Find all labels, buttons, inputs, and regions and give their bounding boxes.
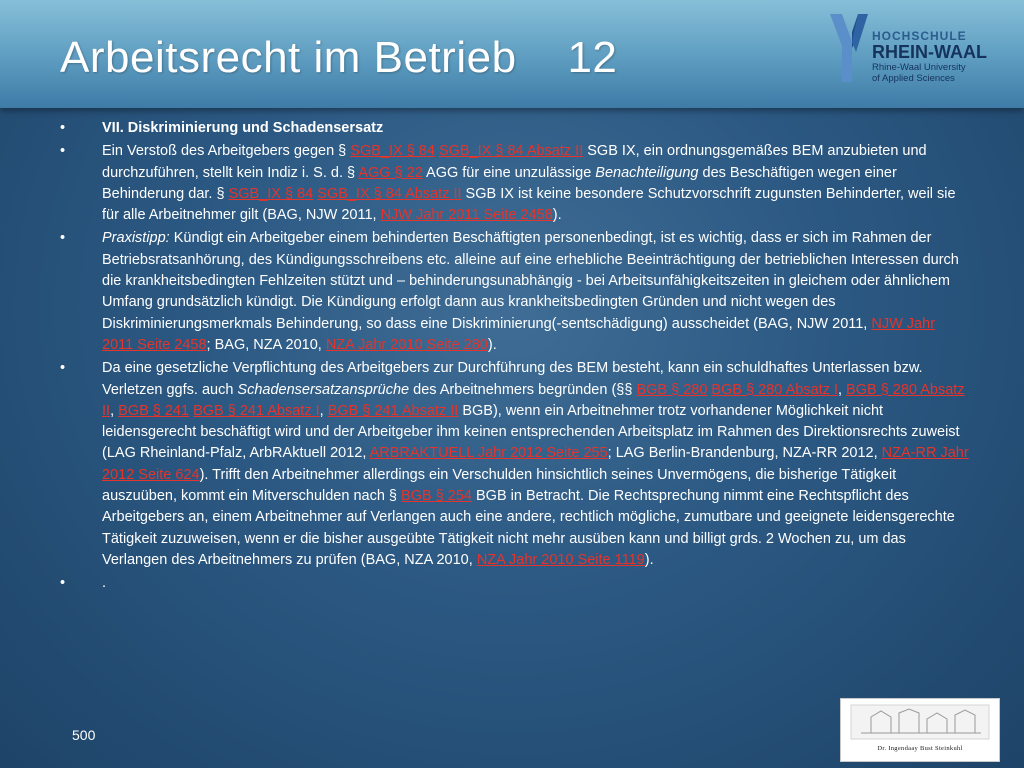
emphasis-text: Benachteiligung — [595, 164, 699, 181]
statute-link[interactable]: SGB_IX § 84 — [228, 185, 314, 202]
logo-line-4: of Applied Sciences — [872, 73, 955, 84]
firm-emblem-icon — [841, 699, 999, 745]
citation-link[interactable]: ARBRAKTUELL Jahr 2012 Seite 255 — [369, 445, 608, 462]
statute-link[interactable]: BGB § 280 Absatz I — [711, 381, 838, 398]
emphasis-text: Schadensersatzansprüche — [237, 381, 410, 398]
paragraph-text: des Arbeitnehmers begründen (§§ — [409, 381, 637, 398]
bullet-marker: • — [60, 360, 66, 377]
paragraph-text: , — [110, 402, 119, 419]
paragraph-text: ). — [487, 336, 497, 353]
title-bar — [0, 0, 1024, 108]
paragraph-text: BGB in Betracht. Die Rechtsprechung nimmt eine Rechtspflicht des Arbeitgebers an, einem Arbeitnehmer auf Verlangen auch eine andere, rechtlich mögliche, zumutbare und geeignete leidensgerechte Tätigkeit zuzuweisen, wenn er die bisher ausgeübte Tätigkeit nicht mehr ausüben kann und billigt grds. 2 Wochen zu, um das Verlangen des Arbeitnehmers zu prüfen (BAG, NZA 2010, — [102, 488, 955, 568]
citation-link[interactable]: NZA-RR Jahr 2012 Seite 624 — [102, 445, 969, 483]
paragraph-text: AGG für eine unzulässige — [422, 164, 596, 181]
university-logo — [828, 12, 1008, 100]
bullet-marker: • — [60, 143, 66, 160]
bullet-item-5 — [60, 573, 970, 594]
logo-line-3: Rhine-Waal University — [872, 62, 966, 73]
statute-link[interactable]: BGB § 280 — [636, 381, 708, 398]
statute-link[interactable]: BGB § 241 — [118, 402, 190, 419]
paragraph-text: ). — [552, 207, 562, 224]
statute-link[interactable]: SGB_IX § 84 Absatz II — [438, 143, 584, 160]
page-number: 500 — [72, 727, 96, 743]
firm-caption: Dr. Ingendaay Bust Steinkuhl — [877, 745, 963, 752]
slide-title: Arbeitsrecht im Betrieb 12 — [60, 33, 618, 82]
citation-link[interactable]: NJW Jahr 2011 Seite 2458 — [380, 207, 553, 224]
statute-link[interactable]: BGB § 241 Absatz II — [327, 402, 459, 419]
bullet-item-3 — [60, 228, 970, 356]
bullet-item-1 — [60, 118, 970, 139]
paragraph-text: , — [837, 381, 847, 398]
statute-link[interactable]: BGB § 254 — [401, 488, 472, 505]
section-heading: VII. Diskriminierung und Schadensersatz — [102, 120, 384, 136]
paragraph-text: des Beschäftigen wegen einer Behinderung dar. § — [102, 164, 897, 202]
citation-link[interactable]: NZA Jahr 2010 Seite 1119 — [476, 551, 645, 568]
paragraph-text: SGB IX, ein ordnungsgemäßes BEM anzubieten und durchzuführen, stellt kein Indiz i. S. d. § — [102, 143, 927, 181]
bullet-marker: • — [60, 575, 66, 592]
bullet-marker: • — [60, 230, 66, 247]
bullet-marker: • — [60, 120, 66, 136]
paragraph-text: . — [102, 575, 107, 592]
statute-link[interactable]: SGB_IX § 84 — [350, 143, 435, 160]
law-firm-logo — [840, 698, 1000, 762]
paragraph-text: ; LAG Berlin-Brandenburg, NZA-RR 2012, — [607, 445, 882, 462]
paragraph-text: ). Trifft den Arbeitnehmer allerdings ein Verschulden hinsichtlich seines Unvermögens, die bisherige Tätigkeit auszuüben, kommt ein Mitverschulden nach § — [102, 466, 897, 505]
paragraph-text: Da eine gesetzliche Verpflichtung des Arbeitgebers zur Durchführung des BEM besteht, kann ein schuldhaftes Unterlassen bzw. Verletzen ggfs. auch — [102, 360, 923, 398]
statute-link[interactable]: SGB_IX § 84 Absatz II — [317, 185, 462, 202]
logo-line-2: RHEIN-WAAL — [872, 42, 987, 62]
paragraph-text: ). — [644, 551, 654, 568]
citation-link[interactable]: NJW Jahr 2011 Seite 2458 — [102, 315, 936, 353]
bullet-item-4 — [60, 358, 970, 571]
paragraph-text: BGB), wenn ein Arbeitnehmer trotz vorhandener Möglichkeit nicht leidensgerecht beschäftigt wird und der Arbeitgeber ihm keinen entsprechenden Arbeitsplatz im Rahmen des Direktionsrechts zuweist (LAG Rheinland-Pfalz, ArbRAktuell 2012, — [102, 402, 960, 462]
statute-link[interactable]: AGG § 22 — [358, 164, 423, 181]
hochschule-y-logo-icon — [828, 12, 872, 84]
paragraph-text: , — [319, 402, 328, 419]
statute-link[interactable]: BGB § 280 Absatz II — [102, 381, 965, 419]
paragraph-text: ; BAG, NZA 2010, — [206, 336, 326, 353]
bullet-item-2 — [60, 141, 970, 226]
statute-link[interactable]: BGB § 241 Absatz I — [193, 402, 320, 419]
logo-wordmark — [872, 30, 987, 84]
paragraph-text: Kündigt ein Arbeitgeber einem behinderten Beschäftigten personenbedingt, ist es wichtig, dass er sich im Rahmen der Betriebsratsanhörung, des Kündigungsschreibens etc. alleine auf eine erhebliche Beeinträchtigung der betrieblichen Interessen durch die krankheitsbedingten Fehlzeiten stützt und – behinderungsunabhängig - bei Arbeitsunfähigkeitszeiten in gleichem oder ähnlichem Umfang grundsätzlich kündigt. Die Kündigung erfolgt dann aus krankheitsbedingten Gründen und nicht wegen des Diskriminierungsmerkmals Behinderung, so dass eine Diskriminierung(-sentschädigung) ausscheidet (BAG, NJW 2011, — [102, 230, 959, 332]
bullet-list — [60, 118, 970, 597]
paragraph-text: Ein Verstoß des Arbeitgebers gegen § — [102, 143, 351, 160]
citation-link[interactable]: NZA Jahr 2010 Seite 280 — [325, 336, 488, 353]
logo-line-1: HOCHSCHULE — [872, 29, 967, 43]
praxistipp-label: Praxistipp: — [102, 230, 170, 247]
paragraph-text: SGB IX ist keine besondere Schutzvorschrift zugunsten Behinderter, weil sie für alle Arbeitnehmer gilt (BAG, NJW 2011, — [102, 185, 956, 224]
